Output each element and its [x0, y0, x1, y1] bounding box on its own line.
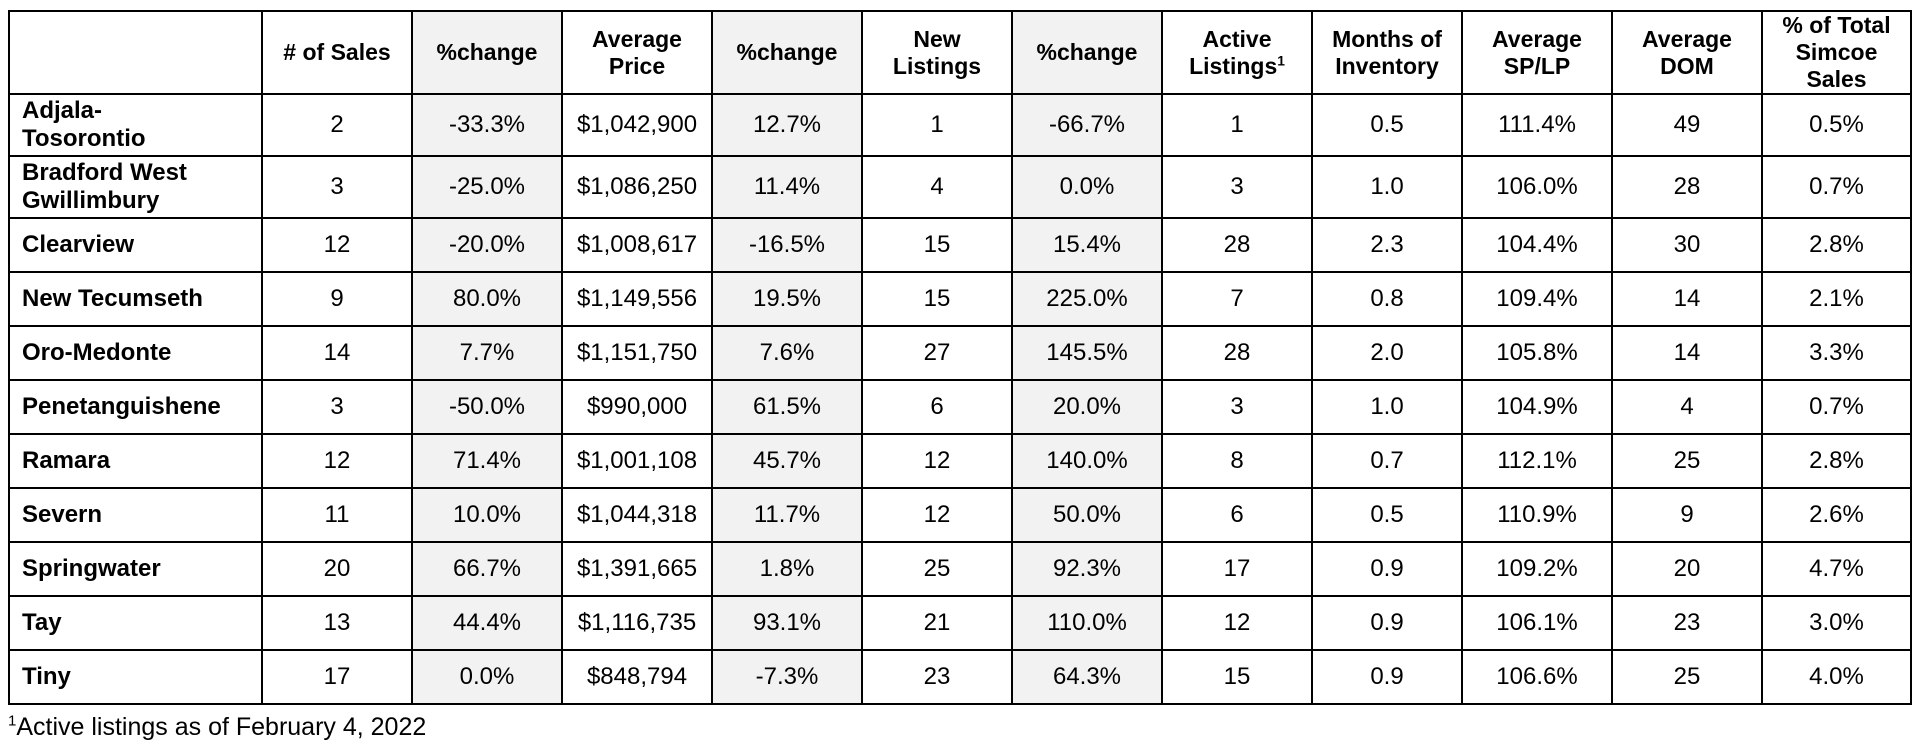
- cell-months-inventory: 0.8: [1312, 272, 1462, 326]
- cell-price-change: 93.1%: [712, 596, 862, 650]
- cell-active-listings: 1: [1162, 94, 1312, 156]
- cell-sales-change: 10.0%: [412, 488, 562, 542]
- cell-months-inventory: 0.7: [1312, 434, 1462, 488]
- column-header-label: %change: [1036, 39, 1138, 65]
- column-header-sales: [262, 11, 412, 94]
- cell-avg-price: $1,042,900: [562, 94, 712, 156]
- cell-dom: 25: [1612, 434, 1762, 488]
- cell-months-inventory: 2.0: [1312, 326, 1462, 380]
- cell-new-listings: 21: [862, 596, 1012, 650]
- row-area-name: Penetanguishene: [9, 380, 262, 434]
- cell-sp-lp: 105.8%: [1462, 326, 1612, 380]
- column-header-listings-change: [1012, 11, 1162, 94]
- table-row: [9, 380, 1911, 434]
- cell-active-listings: 6: [1162, 488, 1312, 542]
- column-header-new-listings: [862, 11, 1012, 94]
- cell-sp-lp: 106.6%: [1462, 650, 1612, 704]
- cell-months-inventory: 0.5: [1312, 488, 1462, 542]
- sales-statistics-table: [8, 10, 1912, 705]
- cell-listings-change: 110.0%: [1012, 596, 1162, 650]
- cell-avg-price: $1,391,665: [562, 542, 712, 596]
- row-area-name: Bradford West Gwillimbury: [9, 156, 262, 218]
- table-row: [9, 326, 1911, 380]
- cell-sales-change: -25.0%: [412, 156, 562, 218]
- cell-avg-price: $1,116,735: [562, 596, 712, 650]
- cell-listings-change: 92.3%: [1012, 542, 1162, 596]
- cell-months-inventory: 2.3: [1312, 218, 1462, 272]
- cell-sp-lp: 106.0%: [1462, 156, 1612, 218]
- cell-price-change: 19.5%: [712, 272, 862, 326]
- cell-pct-total: 0.7%: [1762, 380, 1911, 434]
- cell-pct-total: 0.5%: [1762, 94, 1911, 156]
- cell-pct-total: 3.0%: [1762, 596, 1911, 650]
- column-header-pct-total: [1762, 11, 1911, 94]
- cell-pct-total: 3.3%: [1762, 326, 1911, 380]
- column-header-avg-price: [562, 11, 712, 94]
- table-row: [9, 542, 1911, 596]
- cell-listings-change: 20.0%: [1012, 380, 1162, 434]
- cell-active-listings: 3: [1162, 380, 1312, 434]
- cell-sales: 12: [262, 434, 412, 488]
- cell-months-inventory: 0.9: [1312, 596, 1462, 650]
- cell-active-listings: 12: [1162, 596, 1312, 650]
- cell-new-listings: 23: [862, 650, 1012, 704]
- cell-sp-lp: 109.4%: [1462, 272, 1612, 326]
- cell-listings-change: -66.7%: [1012, 94, 1162, 156]
- column-header-sp-lp: [1462, 11, 1612, 94]
- cell-new-listings: 12: [862, 434, 1012, 488]
- cell-new-listings: 27: [862, 326, 1012, 380]
- cell-listings-change: 0.0%: [1012, 156, 1162, 218]
- column-header-active-listings: [1162, 11, 1312, 94]
- cell-pct-total: 4.0%: [1762, 650, 1911, 704]
- table-row: [9, 650, 1911, 704]
- cell-avg-price: $1,151,750: [562, 326, 712, 380]
- column-header-label: Average Price: [592, 25, 682, 79]
- column-header-name: [9, 11, 262, 94]
- cell-price-change: 1.8%: [712, 542, 862, 596]
- column-header-label: Average DOM: [1642, 25, 1732, 79]
- cell-sales: 12: [262, 218, 412, 272]
- cell-sales: 2: [262, 94, 412, 156]
- cell-sales: 17: [262, 650, 412, 704]
- column-header-label: New Listings: [892, 25, 982, 79]
- cell-sales: 3: [262, 156, 412, 218]
- column-header-label: # of Sales: [283, 39, 391, 65]
- column-header-label: Average SP/LP: [1492, 25, 1582, 79]
- column-header-dom: [1612, 11, 1762, 94]
- cell-sales: 14: [262, 326, 412, 380]
- cell-months-inventory: 1.0: [1312, 156, 1462, 218]
- cell-new-listings: 12: [862, 488, 1012, 542]
- cell-avg-price: $1,008,617: [562, 218, 712, 272]
- cell-pct-total: 2.8%: [1762, 218, 1911, 272]
- cell-dom: 4: [1612, 380, 1762, 434]
- footnote-text: Active listings as of February 4, 2022: [16, 713, 427, 741]
- column-header-label: Months of Inventory: [1332, 25, 1442, 79]
- cell-sales-change: 66.7%: [412, 542, 562, 596]
- row-area-name: New Tecumseth: [9, 272, 262, 326]
- cell-listings-change: 64.3%: [1012, 650, 1162, 704]
- cell-active-listings: 3: [1162, 156, 1312, 218]
- cell-price-change: -7.3%: [712, 650, 862, 704]
- cell-dom: 20: [1612, 542, 1762, 596]
- row-area-name: Oro-Medonte: [9, 326, 262, 380]
- cell-avg-price: $848,794: [562, 650, 712, 704]
- cell-listings-change: 50.0%: [1012, 488, 1162, 542]
- cell-months-inventory: 0.9: [1312, 542, 1462, 596]
- cell-pct-total: 4.7%: [1762, 542, 1911, 596]
- sales-table-container: [8, 10, 1910, 705]
- table-row: [9, 434, 1911, 488]
- cell-sales: 3: [262, 380, 412, 434]
- column-header-label: % of Total Simcoe Sales: [1782, 12, 1891, 92]
- cell-price-change: 7.6%: [712, 326, 862, 380]
- cell-dom: 25: [1612, 650, 1762, 704]
- column-header-label: Active Listings: [1189, 25, 1278, 79]
- cell-pct-total: 2.8%: [1762, 434, 1911, 488]
- cell-sales-change: 80.0%: [412, 272, 562, 326]
- cell-sp-lp: 104.4%: [1462, 218, 1612, 272]
- cell-avg-price: $1,044,318: [562, 488, 712, 542]
- cell-price-change: -16.5%: [712, 218, 862, 272]
- cell-sales: 11: [262, 488, 412, 542]
- cell-price-change: 11.7%: [712, 488, 862, 542]
- cell-avg-price: $1,149,556: [562, 272, 712, 326]
- cell-active-listings: 8: [1162, 434, 1312, 488]
- cell-sales-change: 44.4%: [412, 596, 562, 650]
- cell-active-listings: 28: [1162, 218, 1312, 272]
- row-area-name: Adjala- Tosorontio: [9, 94, 262, 156]
- cell-sales-change: 7.7%: [412, 326, 562, 380]
- table-row: [9, 272, 1911, 326]
- cell-months-inventory: 0.5: [1312, 94, 1462, 156]
- cell-listings-change: 140.0%: [1012, 434, 1162, 488]
- cell-avg-price: $1,001,108: [562, 434, 712, 488]
- cell-listings-change: 15.4%: [1012, 218, 1162, 272]
- cell-new-listings: 15: [862, 272, 1012, 326]
- table-row: [9, 94, 1911, 156]
- row-area-name: Ramara: [9, 434, 262, 488]
- cell-listings-change: 145.5%: [1012, 326, 1162, 380]
- cell-avg-price: $990,000: [562, 380, 712, 434]
- cell-price-change: 45.7%: [712, 434, 862, 488]
- cell-new-listings: 25: [862, 542, 1012, 596]
- row-area-name: Clearview: [9, 218, 262, 272]
- table-body: [9, 94, 1911, 704]
- cell-sales-change: -20.0%: [412, 218, 562, 272]
- cell-price-change: 12.7%: [712, 94, 862, 156]
- table-row: [9, 488, 1911, 542]
- column-header-price-change: [712, 11, 862, 94]
- cell-dom: 14: [1612, 272, 1762, 326]
- cell-pct-total: 0.7%: [1762, 156, 1911, 218]
- cell-dom: 49: [1612, 94, 1762, 156]
- cell-sales: 20: [262, 542, 412, 596]
- cell-active-listings: 15: [1162, 650, 1312, 704]
- cell-sp-lp: 111.4%: [1462, 94, 1612, 156]
- table-row: [9, 218, 1911, 272]
- column-header-label: %change: [436, 39, 538, 65]
- cell-dom: 14: [1612, 326, 1762, 380]
- cell-pct-total: 2.1%: [1762, 272, 1911, 326]
- column-header-label: %change: [736, 39, 838, 65]
- cell-new-listings: 1: [862, 94, 1012, 156]
- footnote-reference: 1: [1277, 52, 1285, 68]
- cell-sp-lp: 109.2%: [1462, 542, 1612, 596]
- footnote-marker: 1: [8, 712, 17, 730]
- cell-new-listings: 4: [862, 156, 1012, 218]
- cell-dom: 23: [1612, 596, 1762, 650]
- cell-price-change: 61.5%: [712, 380, 862, 434]
- cell-months-inventory: 1.0: [1312, 380, 1462, 434]
- table-row: [9, 156, 1911, 218]
- cell-sales-change: -50.0%: [412, 380, 562, 434]
- table-header-row: [9, 11, 1911, 94]
- cell-sp-lp: 112.1%: [1462, 434, 1612, 488]
- row-area-name: Severn: [9, 488, 262, 542]
- column-header-months-inventory: [1312, 11, 1462, 94]
- cell-active-listings: 7: [1162, 272, 1312, 326]
- row-area-name: Tiny: [9, 650, 262, 704]
- cell-price-change: 11.4%: [712, 156, 862, 218]
- table-row: [9, 596, 1911, 650]
- column-header-sales-change: [412, 11, 562, 94]
- cell-listings-change: 225.0%: [1012, 272, 1162, 326]
- cell-dom: 28: [1612, 156, 1762, 218]
- cell-new-listings: 6: [862, 380, 1012, 434]
- cell-new-listings: 15: [862, 218, 1012, 272]
- cell-months-inventory: 0.9: [1312, 650, 1462, 704]
- cell-sales-change: 71.4%: [412, 434, 562, 488]
- cell-sales: 9: [262, 272, 412, 326]
- cell-dom: 9: [1612, 488, 1762, 542]
- row-area-name: Tay: [9, 596, 262, 650]
- cell-avg-price: $1,086,250: [562, 156, 712, 218]
- cell-sp-lp: 106.1%: [1462, 596, 1612, 650]
- cell-active-listings: 17: [1162, 542, 1312, 596]
- cell-pct-total: 2.6%: [1762, 488, 1911, 542]
- row-area-name: Springwater: [9, 542, 262, 596]
- footnote: [8, 712, 426, 742]
- cell-sales-change: 0.0%: [412, 650, 562, 704]
- cell-sp-lp: 104.9%: [1462, 380, 1612, 434]
- cell-sp-lp: 110.9%: [1462, 488, 1612, 542]
- cell-sales-change: -33.3%: [412, 94, 562, 156]
- cell-sales: 13: [262, 596, 412, 650]
- cell-dom: 30: [1612, 218, 1762, 272]
- cell-active-listings: 28: [1162, 326, 1312, 380]
